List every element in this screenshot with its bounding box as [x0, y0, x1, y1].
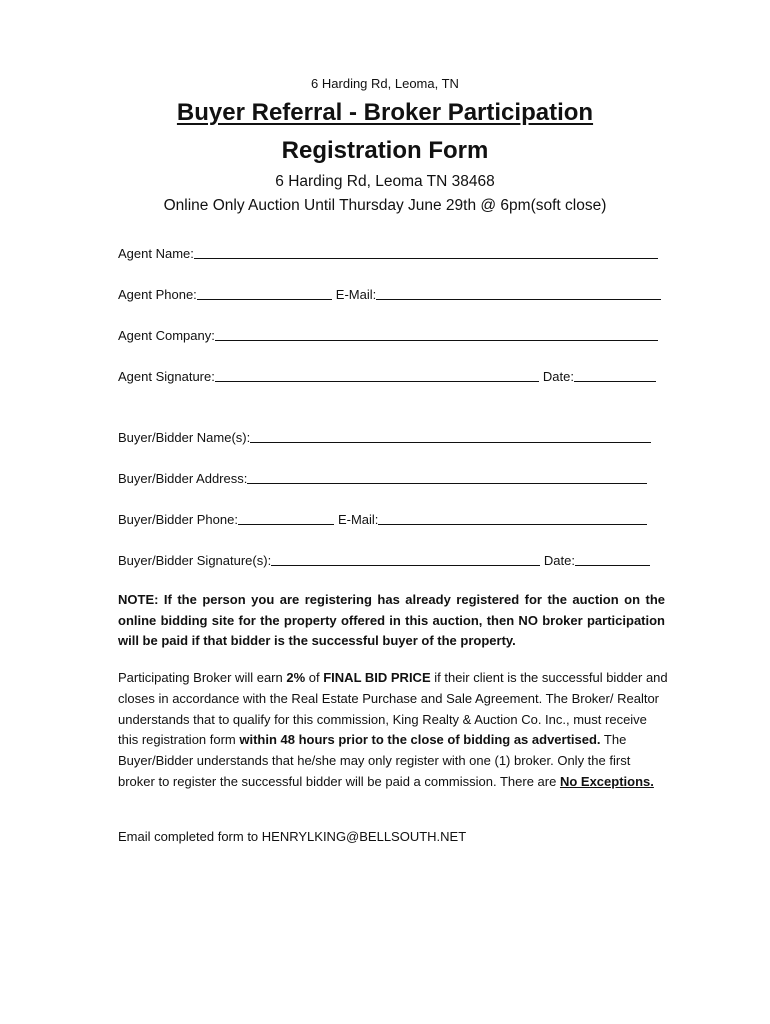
terms-paragraph	[118, 668, 668, 793]
agent-signature-field[interactable]	[215, 367, 539, 382]
agent-company-row	[118, 325, 658, 343]
auction-info: Online Only Auction Until Thursday June 29th @ 6pm(soft close)	[163, 197, 607, 214]
agent-signature-row	[118, 366, 656, 384]
buyer-names-label: Buyer/Bidder Name(s):	[118, 430, 251, 445]
agent-signature-label: Agent Signature:	[118, 369, 215, 384]
agent-name-field[interactable]	[194, 244, 658, 259]
buyer-address-label: Buyer/Bidder Address:	[118, 471, 248, 486]
buyer-names-field[interactable]	[250, 428, 651, 443]
agent-phone-field[interactable]	[197, 285, 332, 300]
buyer-phone-field[interactable]	[238, 510, 334, 525]
buyer-email-label: E-Mail:	[337, 512, 379, 527]
buyer-phone-row	[118, 509, 647, 527]
email-instruction: Email completed form to HENRYLKING@BELLSOUTH.NET	[118, 829, 467, 844]
buyer-phone-label: Buyer/Bidder Phone:	[118, 512, 238, 527]
form-title-line1	[0, 98, 770, 128]
agent-email-label: E-Mail:	[335, 287, 377, 302]
agent-name-row	[118, 243, 658, 261]
buyer-date-field[interactable]	[575, 551, 650, 566]
buyer-signature-row	[118, 550, 650, 568]
buyer-names-row	[118, 427, 651, 445]
property-address: 6 Harding Rd, Leoma TN 38468	[275, 173, 495, 190]
form-title-line2: Registration Form	[281, 137, 489, 164]
buyer-address-field[interactable]	[247, 469, 647, 484]
terms-commission-rate: 2%	[286, 670, 306, 685]
terms-deadline: within 48 hours prior to the close of bidding as advertised.	[239, 732, 601, 748]
note-paragraph: NOTE: If the person you are registering has already registered for the auction on the online bidding site for the property offered in this auction, then NO broker participation will be paid if that bidder is the successful buyer of the property.	[118, 592, 665, 648]
agent-company-label: Agent Company:	[118, 328, 215, 343]
terms-text-7: The Buyer/Bidder understands that he/she may only register with one (1) broker. Only the first broker to register the successful bidder will be paid a commission. There are	[118, 732, 631, 789]
agent-date-field[interactable]	[574, 367, 656, 382]
terms-text-3: of	[305, 670, 324, 685]
header-address-small: 6 Harding Rd, Leoma, TN	[311, 76, 459, 91]
agent-company-field[interactable]	[215, 326, 658, 341]
form-title-text: Buyer Referral - Broker Participation	[176, 99, 594, 126]
terms-text-5: if their client is the successful bidder and closes in accordance with the Real Estate Purchase and Sale Agreement. The Broker/ Realtor understands that to qualify for this commission, King Realty & Auction Co. Inc., must receive this registration form	[118, 670, 668, 748]
agent-phone-row	[118, 284, 661, 302]
buyer-signature-field[interactable]	[271, 551, 540, 566]
agent-date-label: Date:	[542, 369, 574, 384]
agent-phone-label: Agent Phone:	[118, 287, 197, 302]
agent-name-label: Agent Name:	[118, 246, 194, 261]
terms-final-bid-price: FINAL BID PRICE	[323, 670, 431, 685]
terms-text-1: Participating Broker will earn	[118, 670, 287, 685]
terms-no-exceptions: No Exceptions.	[559, 773, 654, 789]
buyer-date-label: Date:	[543, 553, 575, 568]
buyer-address-row	[118, 468, 647, 486]
buyer-signature-label: Buyer/Bidder Signature(s):	[118, 553, 272, 568]
buyer-email-field[interactable]	[378, 510, 647, 525]
agent-email-field[interactable]	[376, 285, 661, 300]
